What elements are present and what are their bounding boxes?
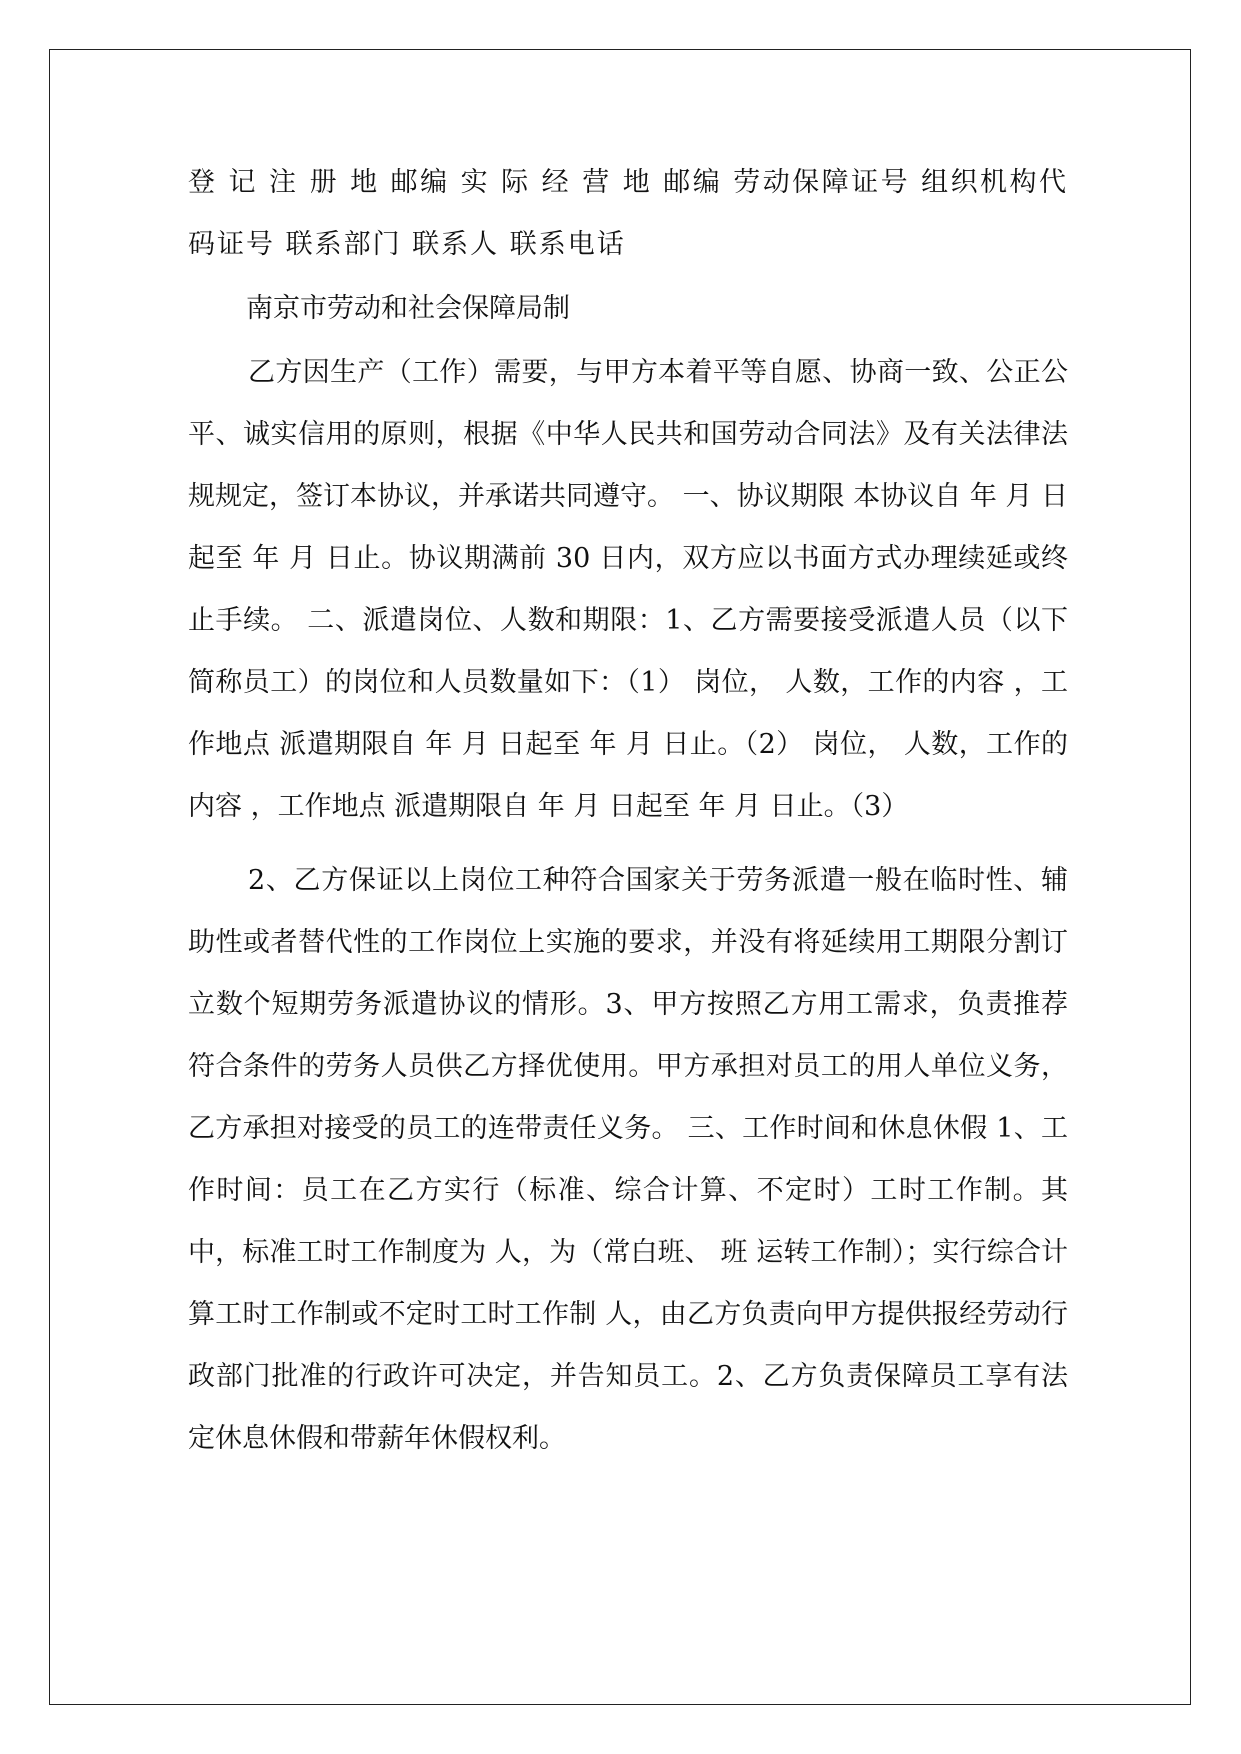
- agreement-paragraph-2: 2、乙方保证以上岗位工种符合国家关于劳务派遣一般在临时性、辅助性或者替代性的工作岗位上实施的要求，并没有将延续用工期限分割订立数个短期劳务派遣协议的情形。3、甲方按照乙方用工需求，负责推荐符合条件的劳务人员供乙方择优使用。甲方承担对员工的用人单位义务，乙方承担对接受的员工的连带责任义务。 三、工作时间和休息休假 1、工作时间：员工在乙方实行（标准、综合计算、不定时）工时工作制。其中，标准工时工作制度为 人，为（常白班、 班 运转工作制）；实行综合计算工时工作制或不定时工时工作制 人，由乙方负责向甲方提供报经劳动行政部门批准的行政许可决定，并告知员工。2、乙方负责保障员工享有法定休息休假和带薪年休假权利。: [188, 865, 1068, 1454]
- document-body: [188, 152, 1068, 1470]
- registration-fields: 登 记 注 册 地 邮编 实 际 经 营 地 邮编 劳动保障证号 组织机构代码证号 联系部门 联系人 联系电话: [188, 167, 1068, 260]
- issuer-line: 南京市劳动和社会保障局制: [246, 293, 570, 324]
- agreement-paragraph-1: 乙方因生产（工作）需要，与甲方本着平等自愿、协商一致、公正公平、诚实信用的原则，根据《中华人民共和国劳动合同法》及有关法律法规规定，签订本协议，并承诺共同遵守。 一、协议期限 本协议自 年 月 日起至 年 月 日止。协议期满前 30 日内，双方应以书面方式办理续延或终止手续。 二、派遣岗位、人数和期限：1、乙方需要接受派遣人员（以下简称员工）的岗位和人员数量如下：（1） 岗位， 人数，工作的内容 ，工作地点 派遣期限自 年 月 日起至 年 月 日止。（2） 岗位， 人数，工作的内容 ，工作地点 派遣期限自 年 月 日起至 年 月 日止。（3）: [188, 357, 1068, 822]
